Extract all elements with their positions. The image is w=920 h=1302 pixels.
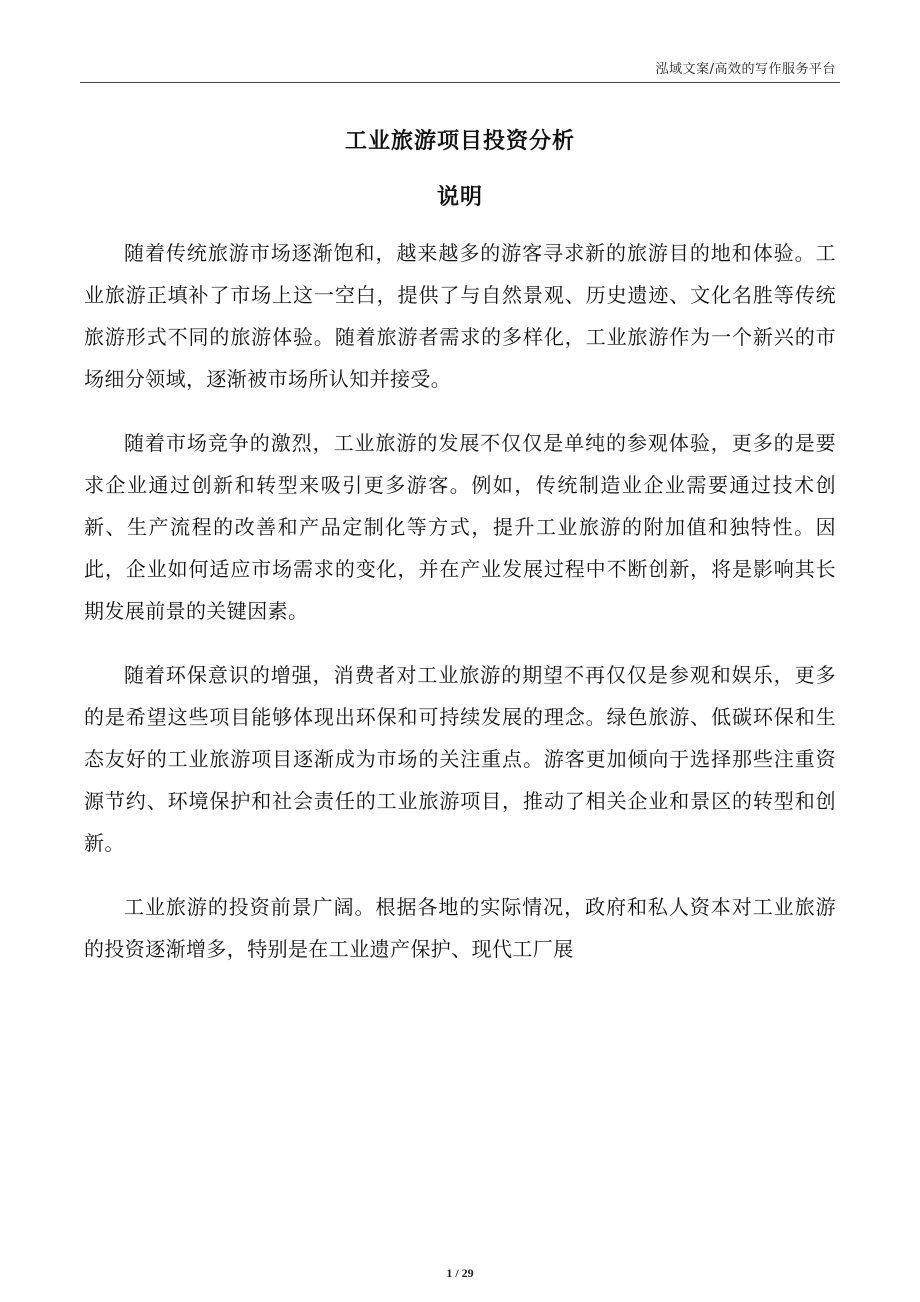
page-number: 1 / 29 xyxy=(446,1266,474,1280)
paragraph-4: 工业旅游的投资前景广阔。根据各地的实际情况，政府和私人资本对工业旅游的投资逐渐增多，特别是在工业遗产保护、现代工厂展 xyxy=(84,895,836,961)
paragraph-3: 随着环保意识的增强，消费者对工业旅游的期望不再仅仅是参观和娱乐，更多的是希望这些项目能够体现出环保和可持续发展的理念。绿色旅游、低碳环保和生态友好的工业旅游项目逐渐成为市场的关注重点。游客更加倾向于选择那些注重资源节约、环境保护和社会责任的工业旅游项目，推动了相关企业和景区的转型和创新。 xyxy=(84,663,836,855)
header-divider xyxy=(80,82,840,83)
paragraph-1: 随着传统旅游市场逐渐饱和，越来越多的游客寻求新的旅游目的地和体验。工业旅游正填补了市场上这一空白，提供了与自然景观、历史遗迹、文化名胜等传统旅游形式不同的旅游体验。随着旅游者需求的多样化，工业旅游作为一个新兴的市场细分领域，逐渐被市场所认知并接受。 xyxy=(84,241,836,391)
document-title: 工业旅游项目投资分析 xyxy=(344,129,575,154)
section-title: 说明 xyxy=(436,185,483,210)
page-header-text: 泓域文案/高效的写作服务平台 xyxy=(655,62,836,77)
paragraph-2: 随着市场竞争的激烈，工业旅游的发展不仅仅是单纯的参观体验，更多的是要求企业通过创新和转型来吸引更多游客。例如，传统制造业企业需要通过技术创新、生产流程的改善和产品定制化等方式，提升工业旅游的附加值和独特性。因此，企业如何适应市场需求的变化，并在产业发展过程中不断创新，将是影响其长期发展前景的关键因素。 xyxy=(84,431,836,623)
document-body xyxy=(84,232,836,992)
